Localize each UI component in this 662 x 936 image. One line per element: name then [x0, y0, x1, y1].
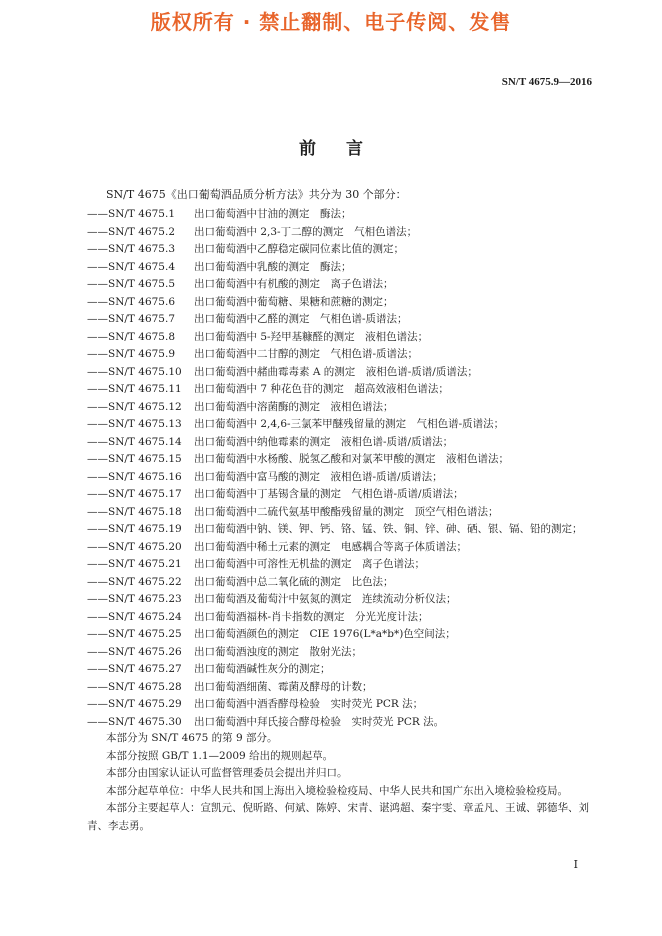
list-item	[87, 276, 583, 294]
part-code: ——SN/T 4675.12	[87, 400, 182, 413]
part-title: 出口葡萄酒中赭曲霉毒素 A 的测定 液相色谱-质谱/质谱法；	[194, 365, 478, 378]
part-title: 出口葡萄酒中 2,3-丁二醇的测定 气相色谱法；	[194, 225, 418, 238]
part-code: ——SN/T 4675.29	[87, 698, 182, 711]
note-paragraph: 本部分主要起草人：宣凯元、倪昕路、何斌、陈婷、宋青、谌鸿超、秦宇雯、章孟凡、王诚、郭德华、刘青、李志勇。	[87, 802, 589, 832]
list-item	[87, 696, 583, 714]
part-code: ——SN/T 4675.4	[87, 260, 175, 273]
part-title: 出口葡萄酒中富马酸的测定 液相色谱-质谱/质谱法；	[194, 470, 443, 483]
list-item	[87, 469, 583, 487]
copyright-banner: 版权所有 · 禁止翻制、电子传阅、发售	[150, 10, 512, 34]
part-title: 出口葡萄酒中丁基锡含量的测定 气相色谱-质谱/质谱法；	[194, 488, 464, 501]
part-code: ——SN/T 4675.26	[87, 645, 182, 658]
list-item	[87, 346, 583, 364]
list-item	[87, 521, 583, 539]
part-title: 出口葡萄酒中二甘醇的测定 气相色谱-质谱法；	[194, 348, 419, 361]
list-item	[87, 574, 583, 592]
part-title: 出口葡萄酒中可溶性无机盐的测定 离子色谱法；	[194, 558, 425, 571]
part-title: 出口葡萄酒中总二氧化硫的测定 比色法；	[194, 575, 394, 588]
part-title: 出口葡萄酒中乙醛的测定 气相色谱-质谱法；	[194, 313, 408, 326]
part-title: 出口葡萄酒福林-肖卡指数的测定 分光光度计法；	[194, 610, 429, 623]
list-item	[87, 294, 583, 312]
part-title: 出口葡萄酒中稀土元素的测定 电感耦合等离子体质谱法；	[194, 540, 467, 553]
part-code: ——SN/T 4675.21	[87, 558, 182, 571]
part-title: 出口葡萄酒中纳他霉素的测定 液相色谱-质谱/质谱法；	[194, 435, 454, 448]
list-item	[87, 626, 583, 644]
note-paragraph: 本部分为 SN/T 4675 的第 9 部分。	[106, 732, 278, 744]
part-code: ——SN/T 4675.15	[87, 453, 182, 466]
intro-text: SN/T 4675《出口葡萄酒品质分析方法》共分为 30 个部分：	[106, 188, 407, 201]
notes-section	[87, 730, 607, 835]
part-title: 出口葡萄酒中钠、镁、钾、钙、铬、锰、铁、铜、锌、砷、硒、银、镉、铅的测定；	[194, 523, 583, 536]
part-title: 出口葡萄酒中溶菌酶的测定 液相色谱法；	[194, 400, 394, 413]
list-item	[87, 504, 583, 522]
part-title: 出口葡萄酒中有机酸的测定 离子色谱法；	[194, 278, 394, 291]
list-item	[87, 451, 583, 469]
page-number: I	[573, 858, 578, 871]
part-title: 出口葡萄酒中 7 种花色苷的测定 超高效液相色谱法；	[194, 383, 449, 396]
part-code: ——SN/T 4675.5	[87, 278, 175, 291]
list-item	[87, 206, 583, 224]
part-title: 出口葡萄酒细菌、霉菌及酵母的计数；	[194, 680, 373, 693]
list-item	[87, 539, 583, 557]
list-item	[87, 556, 583, 574]
part-title: 出口葡萄酒中拜氏接合酵母检验 实时荧光 PCR 法。	[194, 715, 445, 728]
part-title: 出口葡萄酒中乙醇稳定碳同位素比值的测定；	[194, 243, 404, 256]
parts-list	[87, 206, 583, 731]
list-item	[87, 224, 583, 242]
part-code: ——SN/T 4675.24	[87, 610, 182, 623]
part-code: ——SN/T 4675.18	[87, 505, 182, 518]
part-code: ——SN/T 4675.25	[87, 628, 182, 641]
note-paragraph: 本部分按照 GB/T 1.1—2009 给出的规则起草。	[106, 749, 334, 762]
list-item	[87, 259, 583, 277]
part-code: ——SN/T 4675.9	[87, 348, 175, 361]
part-code: ——SN/T 4675.22	[87, 575, 182, 588]
list-item	[87, 591, 583, 609]
part-code: ——SN/T 4675.13	[87, 418, 182, 431]
part-code: ——SN/T 4675.6	[87, 295, 175, 308]
note-paragraph: 本部分由国家认证认可监督管理委员会提出并归口。	[106, 767, 348, 779]
standard-number: SN/T 4675.9—2016	[501, 76, 592, 88]
list-item	[87, 381, 583, 399]
part-title: 出口葡萄酒及葡萄汁中氨氮的测定 连续流动分析仪法；	[194, 593, 457, 606]
list-item	[87, 714, 583, 732]
part-title: 出口葡萄酒颜色的测定 CIE 1976(L*a*b*)色空间法；	[194, 628, 456, 641]
part-code: ——SN/T 4675.14	[87, 435, 182, 448]
part-code: ——SN/T 4675.3	[87, 243, 175, 256]
list-item	[87, 679, 583, 697]
note-paragraph: 本部分起草单位：中华人民共和国上海出入境检验检疫局、中华人民共和国广东出入境检验检疫局。	[106, 784, 568, 797]
part-title: 出口葡萄酒中水杨酸、脱氢乙酸和对氯苯甲酸的测定 液相色谱法；	[194, 453, 509, 466]
part-code: ——SN/T 4675.2	[87, 225, 175, 238]
part-title: 出口葡萄酒碱性灰分的测定；	[194, 663, 331, 676]
part-code: ——SN/T 4675.23	[87, 593, 182, 606]
list-item	[87, 399, 583, 417]
list-item	[87, 329, 583, 347]
list-item	[87, 241, 583, 259]
part-code: ——SN/T 4675.10	[87, 365, 182, 378]
list-item	[87, 661, 583, 679]
part-code: ——SN/T 4675.17	[87, 488, 182, 501]
page-title: 前言	[299, 139, 393, 159]
part-title: 出口葡萄酒中 5-羟甲基糠醛的测定 液相色谱法；	[194, 330, 429, 343]
part-code: ——SN/T 4675.16	[87, 470, 182, 483]
part-code: ——SN/T 4675.27	[87, 663, 182, 676]
part-title: 出口葡萄酒中二硫代氨基甲酸酯残留量的测定 顶空气相色谱法；	[194, 505, 499, 518]
part-code: ——SN/T 4675.11	[87, 383, 182, 396]
part-title: 出口葡萄酒浊度的测定 散射光法；	[194, 645, 362, 658]
part-title: 出口葡萄酒中葡萄糖、果糖和蔗糖的测定；	[194, 295, 394, 308]
list-item	[87, 644, 583, 662]
list-item	[87, 364, 583, 382]
part-code: ——SN/T 4675.19	[87, 523, 182, 536]
part-code: ——SN/T 4675.8	[87, 330, 175, 343]
list-item	[87, 609, 583, 627]
part-code: ——SN/T 4675.1	[87, 208, 175, 220]
list-item	[87, 434, 583, 452]
part-code: ——SN/T 4675.30	[87, 715, 182, 728]
part-code: ——SN/T 4675.28	[87, 680, 182, 693]
list-item	[87, 486, 583, 504]
part-code: ——SN/T 4675.20	[87, 540, 182, 553]
part-title: 出口葡萄酒中甘油的测定 酶法；	[194, 208, 352, 220]
list-item	[87, 311, 583, 329]
list-item	[87, 416, 583, 434]
part-title: 出口葡萄酒中酒香酵母检验 实时荧光 PCR 法；	[194, 698, 424, 711]
part-title: 出口葡萄酒中 2,4,6-三氯苯甲醚残留量的测定 气相色谱-质谱法；	[194, 418, 505, 431]
part-title: 出口葡萄酒中乳酸的测定 酶法；	[194, 260, 352, 273]
part-code: ——SN/T 4675.7	[87, 313, 175, 326]
